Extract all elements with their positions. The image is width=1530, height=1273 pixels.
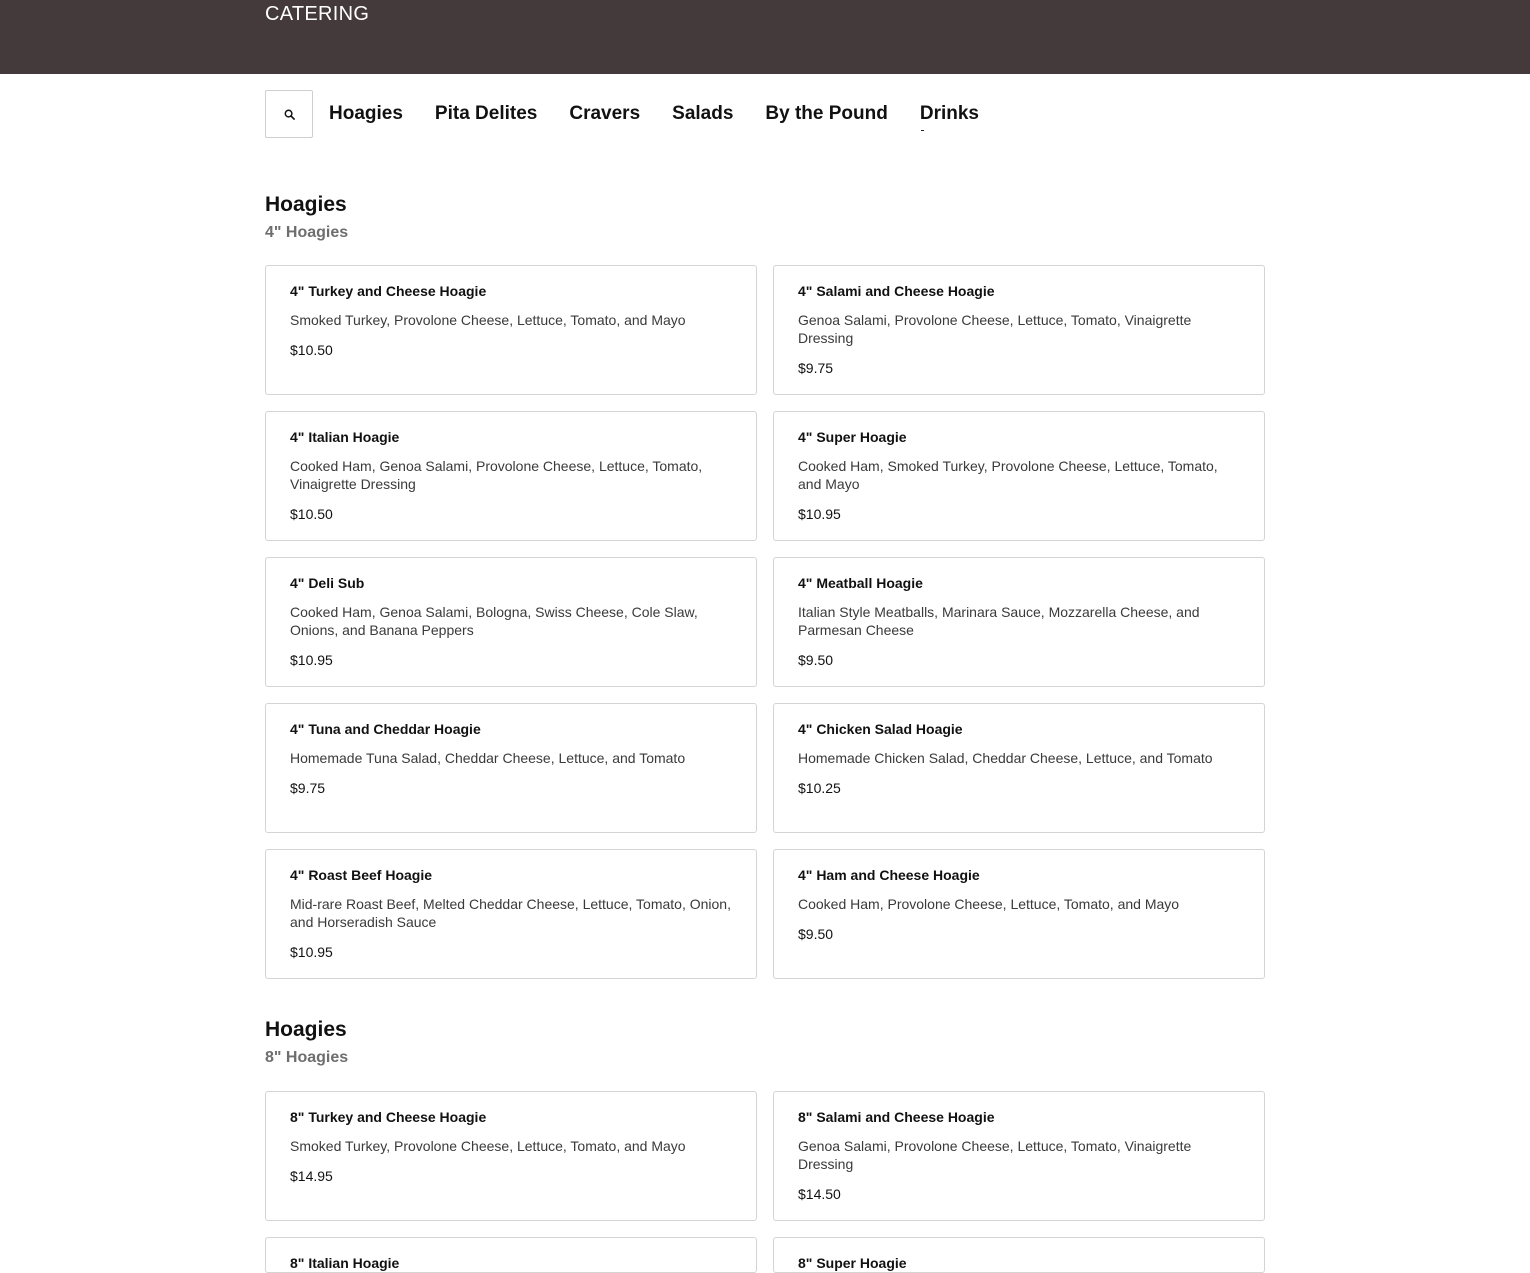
item-name: 4" Tuna and Cheddar Hoagie (290, 721, 481, 737)
item-description: Smoked Turkey, Provolone Cheese, Lettuce, Tomato, and Mayo (290, 1138, 686, 1154)
menu-item-card[interactable] (265, 849, 757, 979)
item-description: Genoa Salami, Provolone Cheese, Lettuce, Tomato, Vinaigrette Dressing (798, 1138, 1192, 1172)
item-name: 4" Chicken Salad Hoagie (798, 721, 963, 737)
section-title: Hoagies (265, 193, 347, 216)
item-name: 4" Deli Sub (290, 575, 365, 591)
search-button[interactable] (265, 90, 313, 138)
nav-item-pita-delites[interactable]: Pita Delites (434, 103, 538, 124)
item-name: 8" Super Hoagie (798, 1255, 907, 1271)
item-price: $14.95 (290, 1168, 333, 1184)
menu-item-card[interactable] (265, 265, 757, 395)
page-title: CATERING (265, 3, 370, 25)
menu-section-4in-hoagies (265, 193, 1265, 242)
item-price: $9.50 (798, 926, 834, 942)
menu-item-card[interactable] (773, 411, 1265, 541)
item-description: Cooked Ham, Genoa Salami, Provolone Cheese, Lettuce, Tomato, Vinaigrette Dressing (290, 458, 703, 492)
menu-item-card[interactable] (265, 703, 757, 833)
menu-item-card[interactable] (773, 557, 1265, 687)
menu-item-card[interactable] (265, 557, 757, 687)
item-name: 4" Italian Hoagie (290, 429, 400, 445)
section-title: Hoagies (265, 1018, 347, 1041)
item-description: Smoked Turkey, Provolone Cheese, Lettuce, Tomato, and Mayo (290, 312, 686, 328)
item-description: Mid-rare Roast Beef, Melted Cheddar Cheese, Lettuce, Tomato, Onion, and Horseradish Sauce (290, 896, 731, 930)
nav-item-hoagies[interactable]: Hoagies (329, 103, 403, 124)
item-price: $14.50 (798, 1186, 841, 1202)
item-price: $9.75 (798, 360, 834, 376)
item-description: Homemade Tuna Salad, Cheddar Cheese, Lettuce, and Tomato (290, 750, 686, 766)
header-bar (0, 0, 1530, 74)
nav-item-by-the-pound[interactable]: By the Pound (765, 103, 888, 124)
item-description: Genoa Salami, Provolone Cheese, Lettuce, Tomato, Vinaigrette Dressing (798, 312, 1192, 346)
item-price: $10.95 (290, 944, 333, 960)
menu-grid-8in (265, 1091, 1265, 1273)
menu-item-card[interactable] (773, 1237, 1265, 1273)
item-name: 8" Turkey and Cheese Hoagie (290, 1109, 487, 1125)
search-icon (284, 109, 295, 120)
item-description: Homemade Chicken Salad, Cheddar Cheese, Lettuce, and Tomato (798, 750, 1213, 766)
nav-item-cravers[interactable]: Cravers (569, 103, 641, 124)
section-subtitle: 4" Hoagies (265, 224, 349, 241)
item-description: Cooked Ham, Provolone Cheese, Lettuce, Tomato, and Mayo (798, 896, 1180, 912)
menu-grid-4in (265, 265, 1265, 979)
item-price: $10.95 (290, 652, 333, 668)
item-price: $9.75 (290, 780, 326, 796)
menu-item-card[interactable] (773, 703, 1265, 833)
item-name: 4" Salami and Cheese Hoagie (798, 283, 995, 299)
item-name: 4" Ham and Cheese Hoagie (798, 867, 980, 883)
item-name: 4" Turkey and Cheese Hoagie (290, 283, 487, 299)
item-name: 4" Meatball Hoagie (798, 575, 923, 591)
item-description: Cooked Ham, Genoa Salami, Bologna, Swiss Cheese, Cole Slaw, Onions, and Banana Peppers (290, 604, 698, 638)
menu-item-card[interactable] (773, 849, 1265, 979)
nav-item-drinks[interactable]: Drinks (919, 103, 979, 124)
item-description: Italian Style Meatballs, Marinara Sauce, Mozzarella Cheese, and Parmesan Cheese (798, 604, 1200, 638)
item-description: Cooked Ham, Smoked Turkey, Provolone Cheese, Lettuce, Tomato, and Mayo (798, 458, 1218, 492)
item-price: $9.50 (798, 652, 834, 668)
category-nav (265, 90, 979, 138)
item-name: 8" Italian Hoagie (290, 1255, 400, 1271)
menu-item-card[interactable] (773, 265, 1265, 395)
menu-section-8in-hoagies (265, 1018, 1265, 1067)
item-price: $10.50 (290, 506, 333, 522)
item-price: $10.95 (798, 506, 841, 522)
nav-item-salads[interactable]: Salads (672, 103, 734, 124)
section-subtitle: 8" Hoagies (265, 1049, 349, 1066)
menu-item-card[interactable] (265, 1237, 757, 1273)
menu-item-card[interactable] (265, 411, 757, 541)
item-name: 4" Super Hoagie (798, 429, 907, 445)
menu-item-card[interactable] (265, 1091, 757, 1221)
item-name: 4" Roast Beef Hoagie (290, 867, 433, 883)
item-price: $10.50 (290, 342, 333, 358)
item-name: 8" Salami and Cheese Hoagie (798, 1109, 995, 1125)
menu-item-card[interactable] (773, 1091, 1265, 1221)
item-price: $10.25 (798, 780, 841, 796)
